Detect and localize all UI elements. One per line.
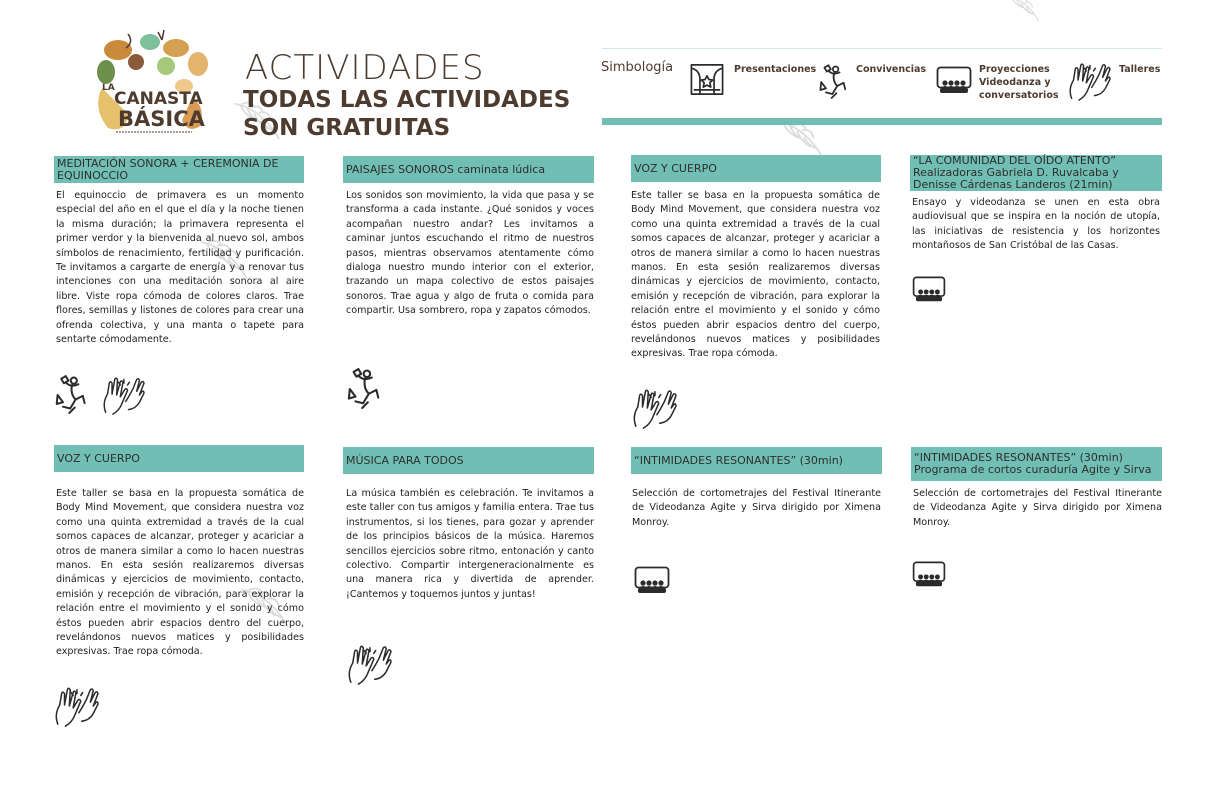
card-heading-line: EQUINOCCIO bbox=[57, 168, 129, 182]
card-heading-voz-y-cuerpo bbox=[631, 155, 881, 182]
card-heading-line: Programa de cortos curaduría Agite y Sirva bbox=[914, 463, 1152, 476]
legend-label-talleres: Talleres bbox=[1119, 64, 1161, 75]
card-body-meditacion: El equinoccio de primavera es un momento especial del año en el que el día y la noche tienen la misma duración; la primavera representa el primer verdor y la bienvenida al nuevo sol, ambos símbolos de renacimiento, fertilidad y purificación. Te invitamos a cargarte de energía y a renovar tus intenciones con una meditación sonora al aire libre. Viste ropa cómoda de colores claros. Trae flores, semillas y listones de colores para crear una ofrenda colectiva, y una manta o tapete para sentarte cómodamente. bbox=[56, 190, 304, 346]
legend-label-proyecciones-line1: Proyecciones bbox=[979, 64, 1050, 75]
card-heading-line: “INTIMIDADES RESONANTES” (30min) bbox=[634, 453, 843, 467]
card-heading-line: MEDITACIÓN SONORA + CEREMONIA DE bbox=[57, 156, 279, 170]
card-heading-paisajes bbox=[343, 156, 594, 183]
card-heading-voz-y-cuerpo-2 bbox=[54, 445, 304, 472]
hands-icon bbox=[100, 374, 146, 416]
hands-icon bbox=[630, 386, 678, 430]
card-heading-line: Realizadoras Gabriela D. Ruvalcaba y bbox=[913, 166, 1119, 179]
subtitle-line-2: SON GRATUITAS bbox=[243, 115, 451, 141]
hands-icon bbox=[345, 642, 393, 686]
card-body-intimidades-resonantes: Selección de cortometrajes del Festival Itinerante de Videodanza Agite y Sirva dirigido por Ximena Monroy. bbox=[632, 488, 881, 528]
legend-top-divider bbox=[602, 48, 1162, 49]
card-body-voz-y-cuerpo: Este taller se basa en la propuesta somática de Body Mind Movement, que considera nuestra voz como una quinta extremidad a través de la cual somos capaces de alcanzar, proteger y acariciar a otros de manera similar a como lo hacen nuestras manos. En esta sesión realizaremos diversas dinámicas y ejercicios de movimiento, contacto, emisión y recepción de vibración, para explorar la relación entre el movimiento y el sonido y cómo éstos pueden abrir espacios dentro del cuerpo, revelándonos nuevos matices y posibilidades expresivas. Trae ropa cómoda. bbox=[631, 190, 880, 360]
card-heading-intimidades-resonantes bbox=[631, 447, 882, 474]
page-title: ACTIVIDADES bbox=[245, 48, 485, 88]
legend-label-proyecciones-line2: Videodanza y bbox=[979, 77, 1051, 88]
hands-icon bbox=[1066, 60, 1112, 102]
dancer-icon bbox=[818, 62, 850, 102]
dancer-icon bbox=[346, 364, 384, 414]
card-body-musica-para-todos: La música también es celebración. Te invitamos a este taller con tus amigos y familia entera. Trae tus instrumentos, si los tienes, para gozar y aprender de los principios básicos de la música. Haremos sencillos ejercicios sobre ritmo, entonación y canto colectivo. Compartir intergeneracionalmente es una manera rica y divertida de aprender. ¡Cantemos y toquemos juntos y juntas! bbox=[346, 488, 594, 600]
card-heading-comunidad-oido-atento bbox=[910, 155, 1162, 191]
screen-audience-icon bbox=[634, 566, 670, 596]
legend-label-presentaciones: Presentaciones bbox=[734, 64, 817, 75]
card-heading-line: “LA COMUNIDAD DEL OÍDO ATENTO” bbox=[913, 154, 1116, 167]
legend-label-convivencias: Convivencias bbox=[856, 64, 927, 75]
card-heading-line: Denisse Cárdenas Landeros (21min) bbox=[913, 178, 1113, 191]
legend-label-proyecciones-line3: conversatorios bbox=[979, 90, 1059, 101]
screen-audience-icon bbox=[912, 561, 946, 589]
card-body-voz-y-cuerpo-2: Este taller se basa en la propuesta somática de Body Mind Movement, que considera nuestra voz como una quinta extremidad a través de la cual somos capaces de alcanzar, proteger y acariciar a otros de manera similar a como lo hacen nuestras manos. En esta sesión realizaremos diversas dinámicas y ejercicios de movimiento, contacto, emisión y recepción de vibración, para explorar la relación entre el movimiento y el sonido y cómo éstos pueden abrir espacios dentro del cuerpo, revelándonos nuevos matices y posibilidades expresivas. Trae ropa cómoda. bbox=[56, 488, 304, 658]
card-heading-line: VOZ Y CUERPO bbox=[57, 451, 140, 465]
legend-title: Simbología bbox=[601, 60, 674, 75]
screen-audience-icon bbox=[912, 276, 946, 304]
card-heading-line: “INTIMIDADES RESONANTES” (30min) bbox=[914, 451, 1123, 464]
screen-audience-icon bbox=[936, 66, 972, 96]
card-body-comunidad-oido-atento: Ensayo y videodanza se unen en esta obra audiovisual que se inspira en la noción de utopía, las iniciativas de resistencia y los horizontes montañosos de San Cristóbal de las Casas. bbox=[912, 197, 1160, 252]
hands-icon bbox=[52, 684, 100, 728]
dancer-icon bbox=[54, 372, 90, 418]
logo-text-la: LA bbox=[102, 83, 115, 93]
logo-text-basica: BÁSICA bbox=[118, 107, 205, 131]
card-heading-line: PAISAJES SONOROS caminata lúdica bbox=[346, 162, 546, 176]
logo bbox=[88, 28, 218, 140]
feather-watermark-icon bbox=[998, 0, 1050, 24]
subtitle-line-1: TODAS LAS ACTIVIDADES bbox=[243, 87, 571, 113]
legend-accent-bar bbox=[602, 118, 1162, 125]
card-body-paisajes: Los sonidos son movimiento, la vida que pasa y se transforma a cada instante. ¿Qué sonidos y voces acompañan nuestro andar? Les invitamos a caminar juntos escuchando el ritmo de nuestros pasos, mientras observamos atentamente cómo dialoga nuestro mundo interior con el exterior, trazando un mapa colectivo de estos paisajes sonoros. Trae agua y algo de fruta o comida para compartir. Usa sombrero, ropa y zapatos cómodos. bbox=[346, 190, 594, 317]
legend-label-proyecciones bbox=[979, 63, 1059, 102]
logo-text-canasta: CANASTA bbox=[114, 89, 203, 109]
card-heading-intimidades-resonantes-2 bbox=[911, 447, 1162, 481]
card-heading-meditacion bbox=[54, 156, 304, 183]
theater-stage-icon bbox=[690, 63, 724, 96]
card-heading-line: MÚSICA PARA TODOS bbox=[346, 453, 464, 467]
card-heading-musica-para-todos bbox=[343, 447, 594, 474]
card-body-intimidades-resonantes-2: Selección de cortometrajes del Festival Itinerante de Videodanza Agite y Sirva dirigido por Ximena Monroy. bbox=[913, 488, 1162, 528]
card-heading-line: VOZ Y CUERPO bbox=[634, 161, 717, 175]
page-subtitle bbox=[243, 86, 603, 142]
